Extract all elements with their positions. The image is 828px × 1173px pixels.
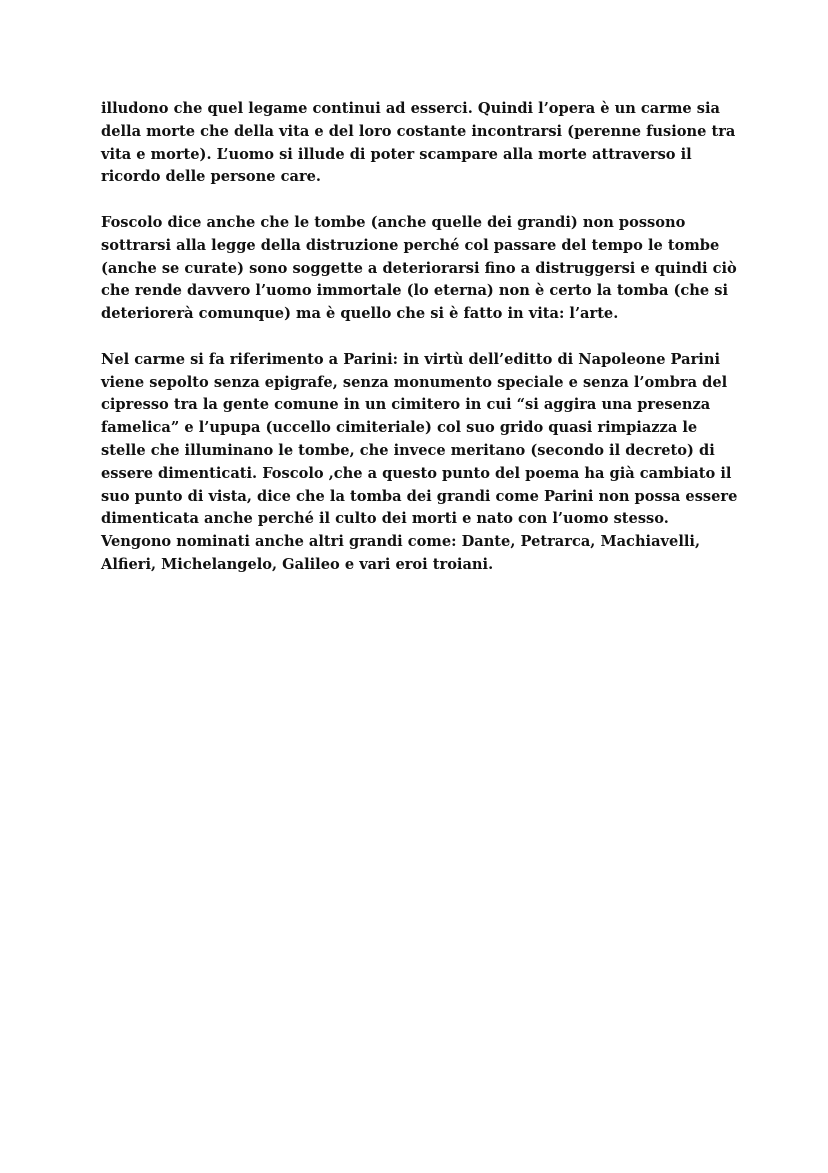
document-body <box>101 98 741 600</box>
paragraph-2: Foscolo dice anche che le tombe (anche quelle dei grandi) non possono sottrarsi alla legge della distruzione perché col passare del tempo le tombe (anche se curate) sono soggette a deteriorarsi fino a distruggersi e quindi ciò che rende davvero l’uomo immortale (lo eterna) non è certo la tomba (che si deteriorerà comunque) ma è quello che si è fatto in vita: l’arte. <box>101 213 737 323</box>
paragraph-3: Nel carme si fa riferimento a Parini: in virtù dell’editto di Napoleone Parini viene sepolto senza epigrafe, senza monumento speciale e senza l’ombra del cipresso tra la gente comune in un cimitero in cui “si aggira una presenza famelica” e l’upupa (uccello cimiteriale) col suo grido quasi rimpiazza le stelle che illuminano le tombe, che invece meritano (secondo il decreto) di essere dimenticati. Foscolo ,che a questo punto del poema ha già cambiato il suo punto di vista, dice che la tomba dei grandi come Parini non possa essere dimenticata anche perché il culto dei morti e nato con l’uomo stesso. Vengono nominati anche altri grandi come: Dante, Petrarca, Machiavelli, Alfieri, Michelangelo, Galileo e vari eroi troiani. <box>101 350 738 573</box>
paragraph-1: illudono che quel legame continui ad esserci. Quindi l’opera è un carme sia della morte che della vita e del loro costante incontrarsi (perenne fusione tra vita e morte). L’uomo si illude di poter scampare alla morte attraverso il ricordo delle persone care. <box>101 100 736 186</box>
